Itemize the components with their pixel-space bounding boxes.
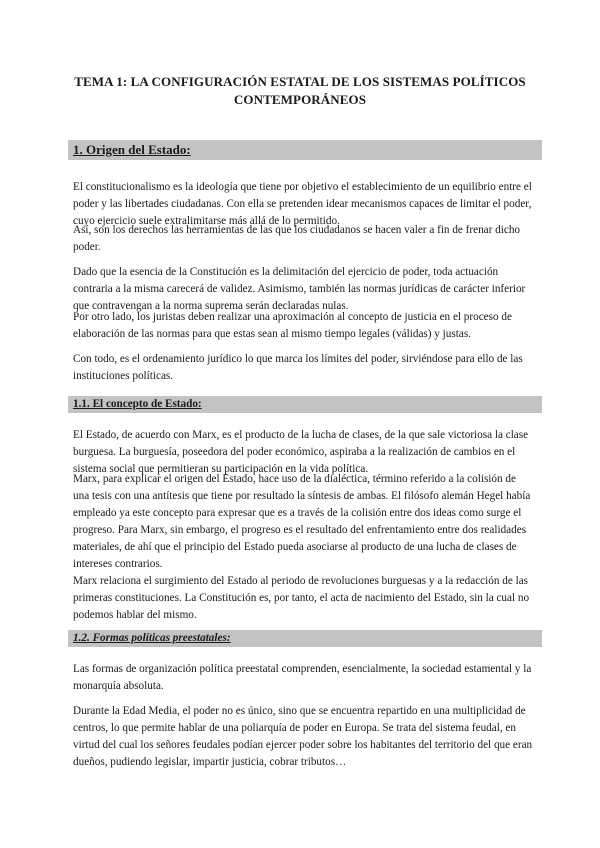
paragraph: Las formas de organización política preestatal comprenden, esencialmente, la sociedad estamental y la monarquía absoluta.	[73, 663, 532, 692]
section-heading-label: 1.2. Formas políticas preestatales:	[73, 632, 231, 644]
paragraph: Durante la Edad Media, el poder no es único, sino que se encuentra repartido en una multiplicidad de centros, lo que permite hablar de una poliarquía de poder en Europa. Se trata del sistema feudal, en virtud del cual los señores feudales podían ejercer poder sobre los habitantes del territorio del que eran dueños, pudiendo legislar, impartir justicia, cobrar tributos…	[73, 705, 533, 768]
paragraph: Dado que la esencia de la Constitución es la delimitación del ejercicio de poder, toda actuación contraria a la misma carecerá de validez. Asimismo, también las normas jurídicas de carácter inferior que contravengan a la norma suprema serán declaradas nulas.	[73, 266, 526, 312]
paragraph: El Estado, de acuerdo con Marx, es el producto de la lucha de clases, de la que sale victoriosa la clase burguesa. La burguesía, poseedora del poder económico, aspiraba a la realización de cambios en el sistema social que permitieran su participación en la vida política.	[73, 429, 529, 475]
section-heading-formas-politicas-preestatales	[68, 630, 542, 647]
paragraph: El constitucionalismo es la ideología que tiene por objetivo el establecimiento de un equilibrio entre el poder y las libertades ciudadanas. Con ella se pretenden idear mecanismos capaces de limitar el poder, cuyo ejercicio suele extralimitarse más allá de lo permitido.	[73, 181, 532, 227]
paragraph: Marx relaciona el surgimiento del Estado al periodo de revoluciones burguesas y a la redacción de las primeras constituciones. La Constitución es, por tanto, el acta de nacimiento del Estado, sin la cual no podemos hablar del mismo.	[73, 575, 530, 621]
section-heading-label: 1. Origen del Estado:	[73, 142, 191, 157]
section-heading-label: 1.1. El concepto de Estado:	[73, 398, 202, 410]
section-heading-origen-del-estado	[68, 140, 542, 160]
paragraph: Por otro lado, los juristas deben realizar una aproximación al concepto de justicia en el proceso de elaboración de las normas para que estas sean al mismo tiempo legales (válidas) y justas.	[73, 311, 512, 340]
document-title: TEMA 1: LA CONFIGURACIÓN ESTATAL DE LOS SISTEMAS POLÍTICOS CONTEMPORÁNEOS	[74, 74, 526, 107]
paragraph: Con todo, es el ordenamiento jurídico lo que marca los límites del poder, sirviéndose para ello de las instituciones políticas.	[73, 353, 523, 382]
paragraph: Marx, para explicar el origen del Estado, hace uso de la dialéctica, término referido a la colisión de una tesis con una antítesis que tiene por resultado la síntesis de ambas. El filósofo alemán Hegel había empleado ya este concepto para expresar que es a través de la colisión entre dos ideas como surge el progreso. Para Marx, sin embargo, el progreso es el resultado del enfrentamiento entre dos realidades materiales, de ahí que el principio del Estado pueda asociarse al producto de una lucha de clases de intereses contrarios.	[73, 473, 531, 570]
section-heading-concepto-de-estado	[68, 396, 542, 413]
paragraph: Así, son los derechos las herramientas de las que los ciudadanos se hacen valer a fin de frenar dicho poder.	[73, 224, 521, 253]
